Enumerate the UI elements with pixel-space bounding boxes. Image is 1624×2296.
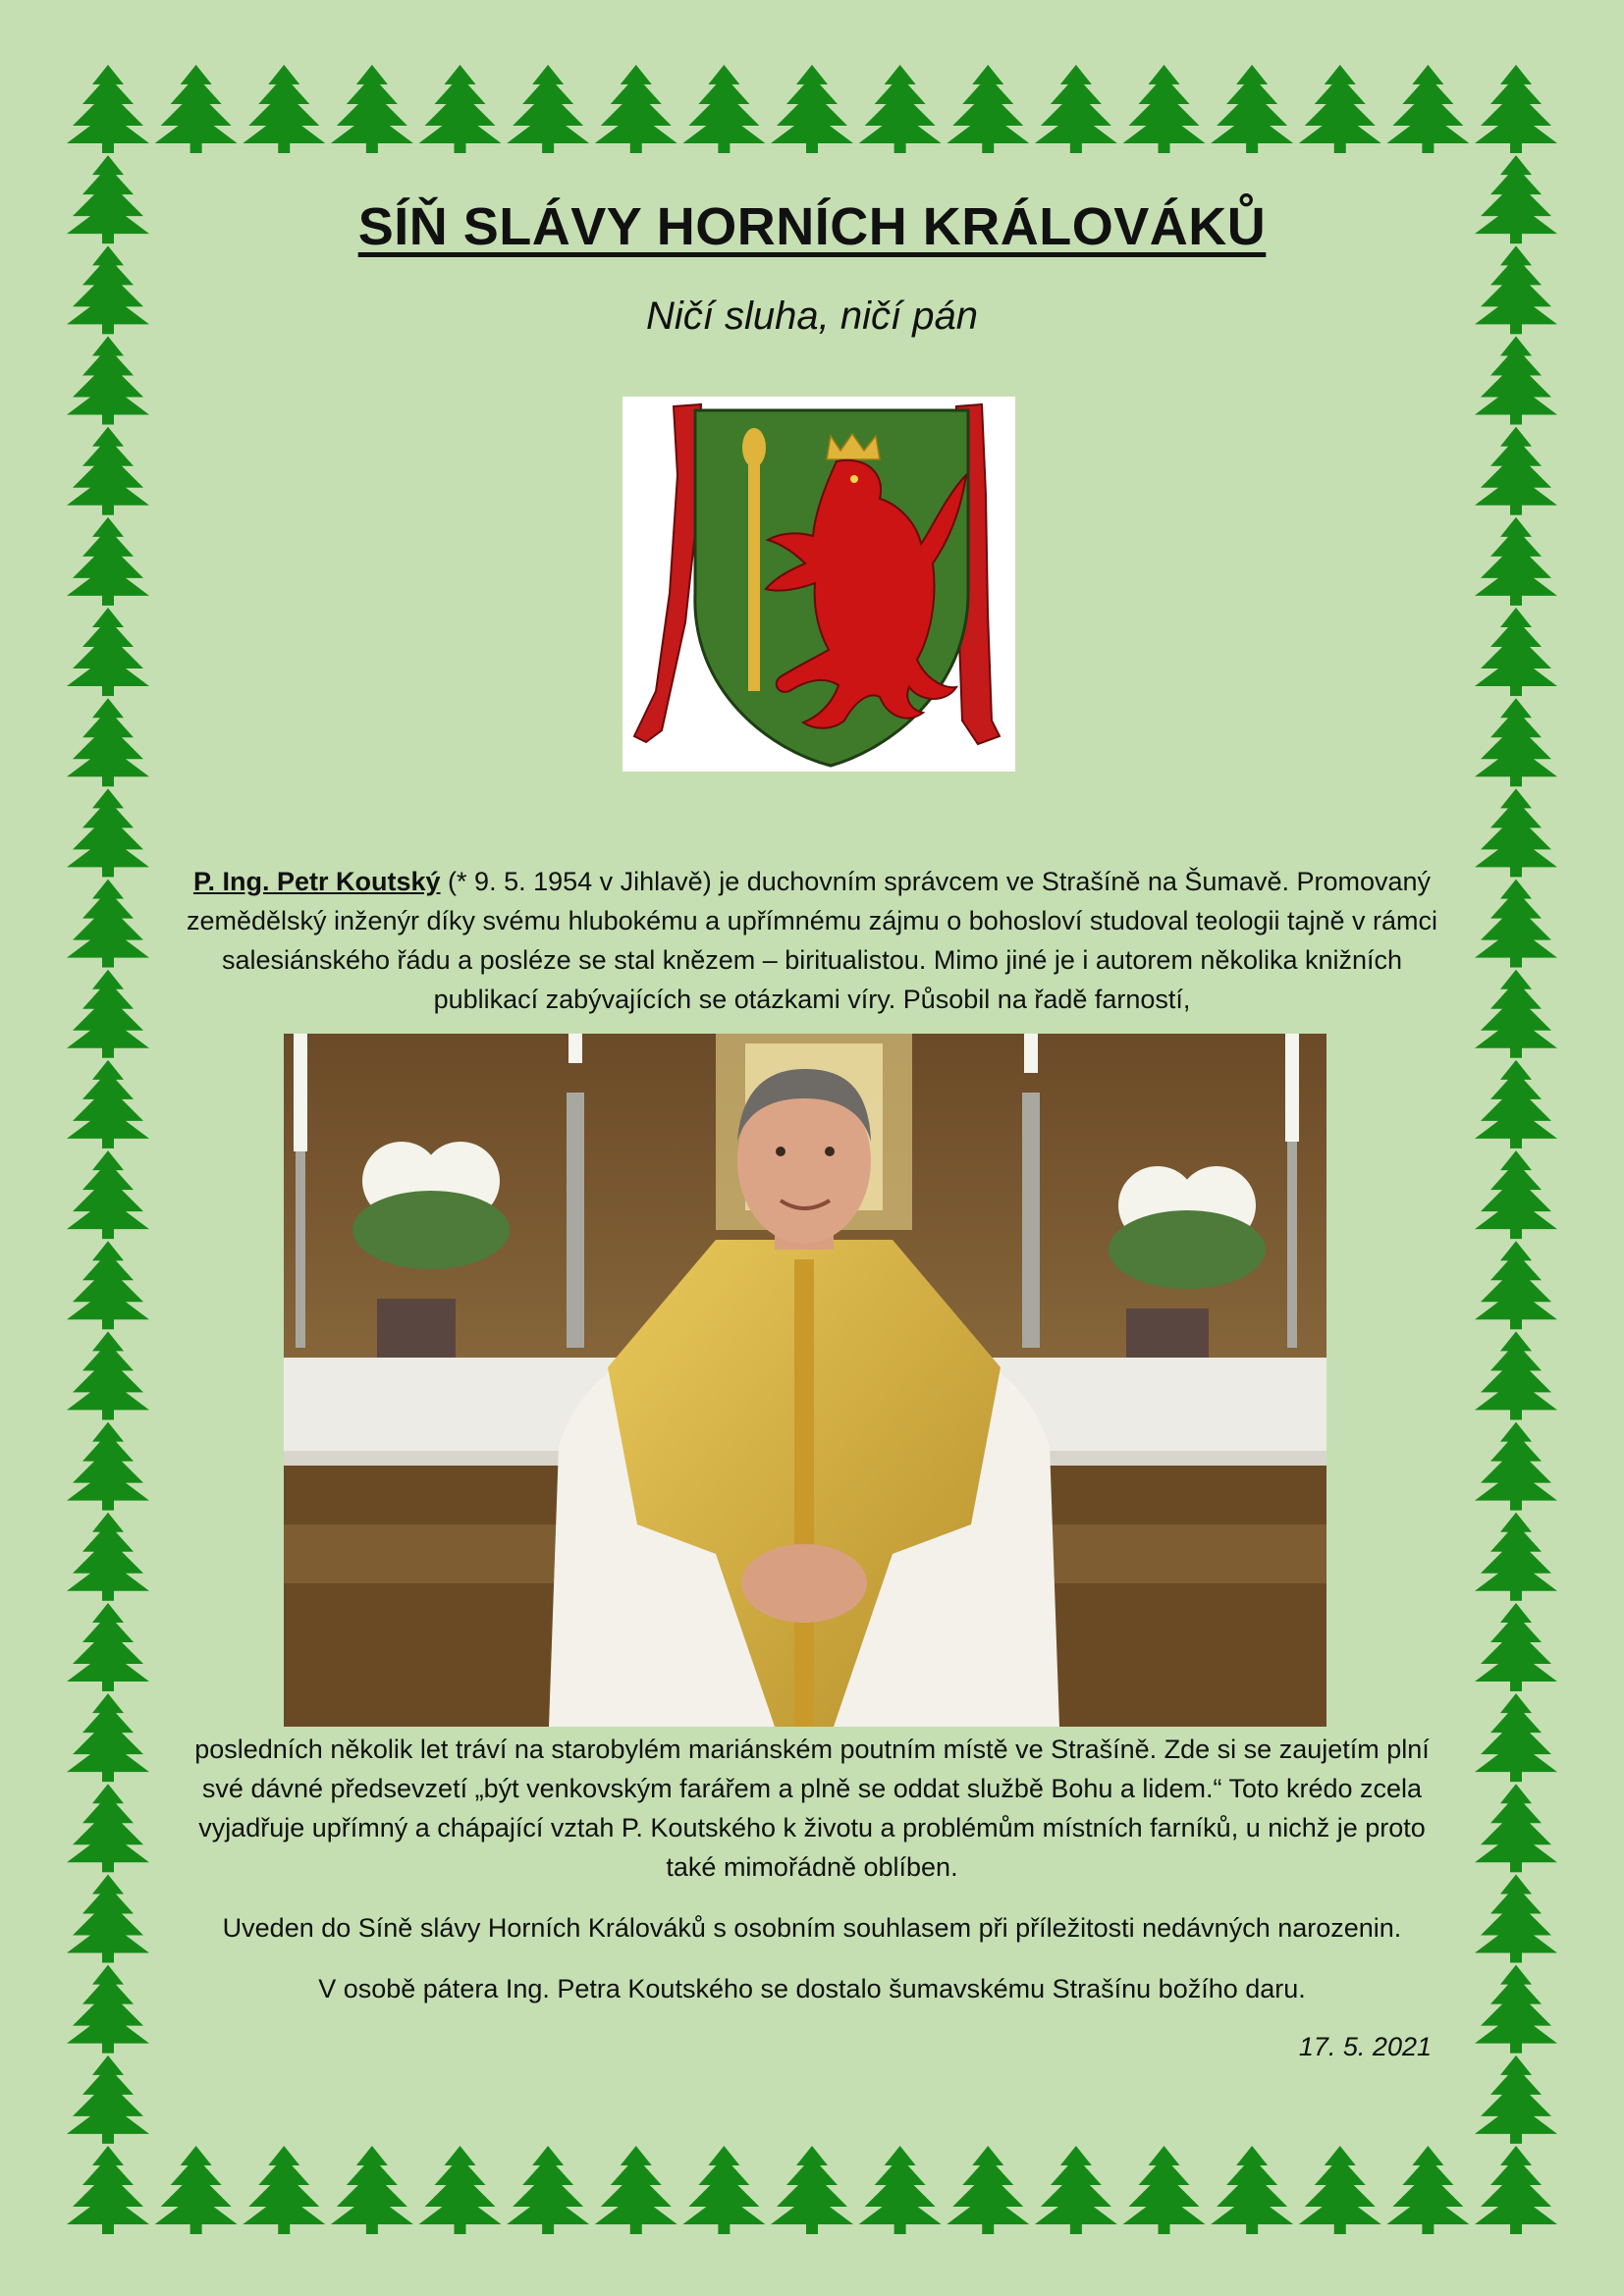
christmas-tree-icon [67,1150,149,1239]
christmas-tree-icon [1475,1965,1557,2054]
christmas-tree-icon [1475,698,1557,786]
christmas-tree-icon [67,1513,149,1601]
christmas-tree-icon [1475,880,1557,968]
christmas-tree-icon [1475,337,1557,425]
christmas-tree-icon [67,65,149,153]
christmas-tree-icon [67,880,149,968]
coat-of-arms [623,397,1015,772]
christmas-tree-icon [67,970,149,1058]
christmas-tree-icon [1475,1874,1557,1962]
christmas-tree-icon [67,245,149,334]
christmas-tree-icon [67,2146,149,2234]
christmas-tree-icon [1475,1150,1557,1239]
christmas-tree-icon [67,427,149,515]
christmas-tree-icon [67,1422,149,1511]
christmas-tree-icon [1475,245,1557,334]
christmas-tree-icon [1475,427,1557,515]
christmas-tree-icon [1475,1060,1557,1148]
christmas-tree-icon [67,1874,149,1962]
christmas-tree-icon [67,1965,149,2054]
christmas-tree-icon [1475,155,1557,243]
date: 17. 5. 2021 [1298,2032,1432,2061]
christmas-tree-icon [1475,608,1557,696]
christmas-tree-icon [1475,65,1557,153]
christmas-tree-icon [67,1331,149,1419]
christmas-tree-icon [1475,2056,1557,2144]
christmas-tree-icon [1475,1603,1557,1691]
christmas-tree-icon [67,1603,149,1691]
christmas-tree-icon [1475,788,1557,877]
induction-paragraph: Uveden do Síně slávy Horních Králováků s osobním souhlasem při příležitosti nedávných narozenin. [222,1913,1402,1943]
christmas-tree-icon [1475,1422,1557,1511]
intro-text: (* 9. 5. 1954 v Jihlavě) je duchovním správcem ve Strašíně na Šumavě. Promovaný zemědělský inženýr díky svému hlubokému a upřímnému zájmu o bohosloví studoval teologii tajně v rámci salesiánského řádu a posléze se stal knězem – biritualistou. Mimo jiné je i autorem několika knižních publikací zabývajících se otázkami víry. Působil na řadě farností, [186,867,1438,1014]
christmas-tree-icon [1475,2146,1557,2234]
christmas-tree-icon [67,1060,149,1148]
christmas-tree-icon [67,1693,149,1782]
christmas-tree-icon [1475,1331,1557,1419]
priest-name: P. Ing. Petr Koutský [192,867,441,896]
christmas-tree-icon [67,337,149,425]
christmas-tree-icon [1475,1784,1557,1872]
christmas-tree-icon [1475,970,1557,1058]
portrait-photo [284,1034,1326,1727]
intro-paragraph [177,862,1447,1019]
motto: Ničí sluha, ničí pán [646,294,978,338]
christmas-tree-icon [1475,517,1557,606]
christmas-tree-icon [67,2056,149,2144]
christmas-tree-icon [67,517,149,606]
christmas-tree-icon [1475,1693,1557,1782]
christmas-tree-icon [1475,1513,1557,1601]
christmas-tree-icon [67,1241,149,1329]
page-title: SÍŇ SLÁVY HORNÍCH KRÁLOVÁKŮ [357,197,1267,256]
closing-paragraph: V osobě pátera Ing. Petra Koutského se dostalo šumavskému Strašínu božího daru. [318,1974,1306,2003]
continuation-paragraph: posledních několik let tráví na starobylém mariánském poutním místě ve Strašíně. Zde si se zaujetím plní své dávné předsevzetí „být venkovským farářem a plně se oddat službě Bohu a lidem.“ Toto krédo zcela vyjadřuje upřímný a chápající vztah P. Koutského k životu a problémům místních farníků, u nichž je proto také mimořádně oblíben. [194,1735,1430,1882]
christmas-tree-icon [1475,1241,1557,1329]
christmas-tree-icon [67,608,149,696]
christmas-tree-icon [67,698,149,786]
christmas-tree-icon [67,788,149,877]
christmas-tree-icon [67,155,149,243]
christmas-tree-icon [67,1784,149,1872]
